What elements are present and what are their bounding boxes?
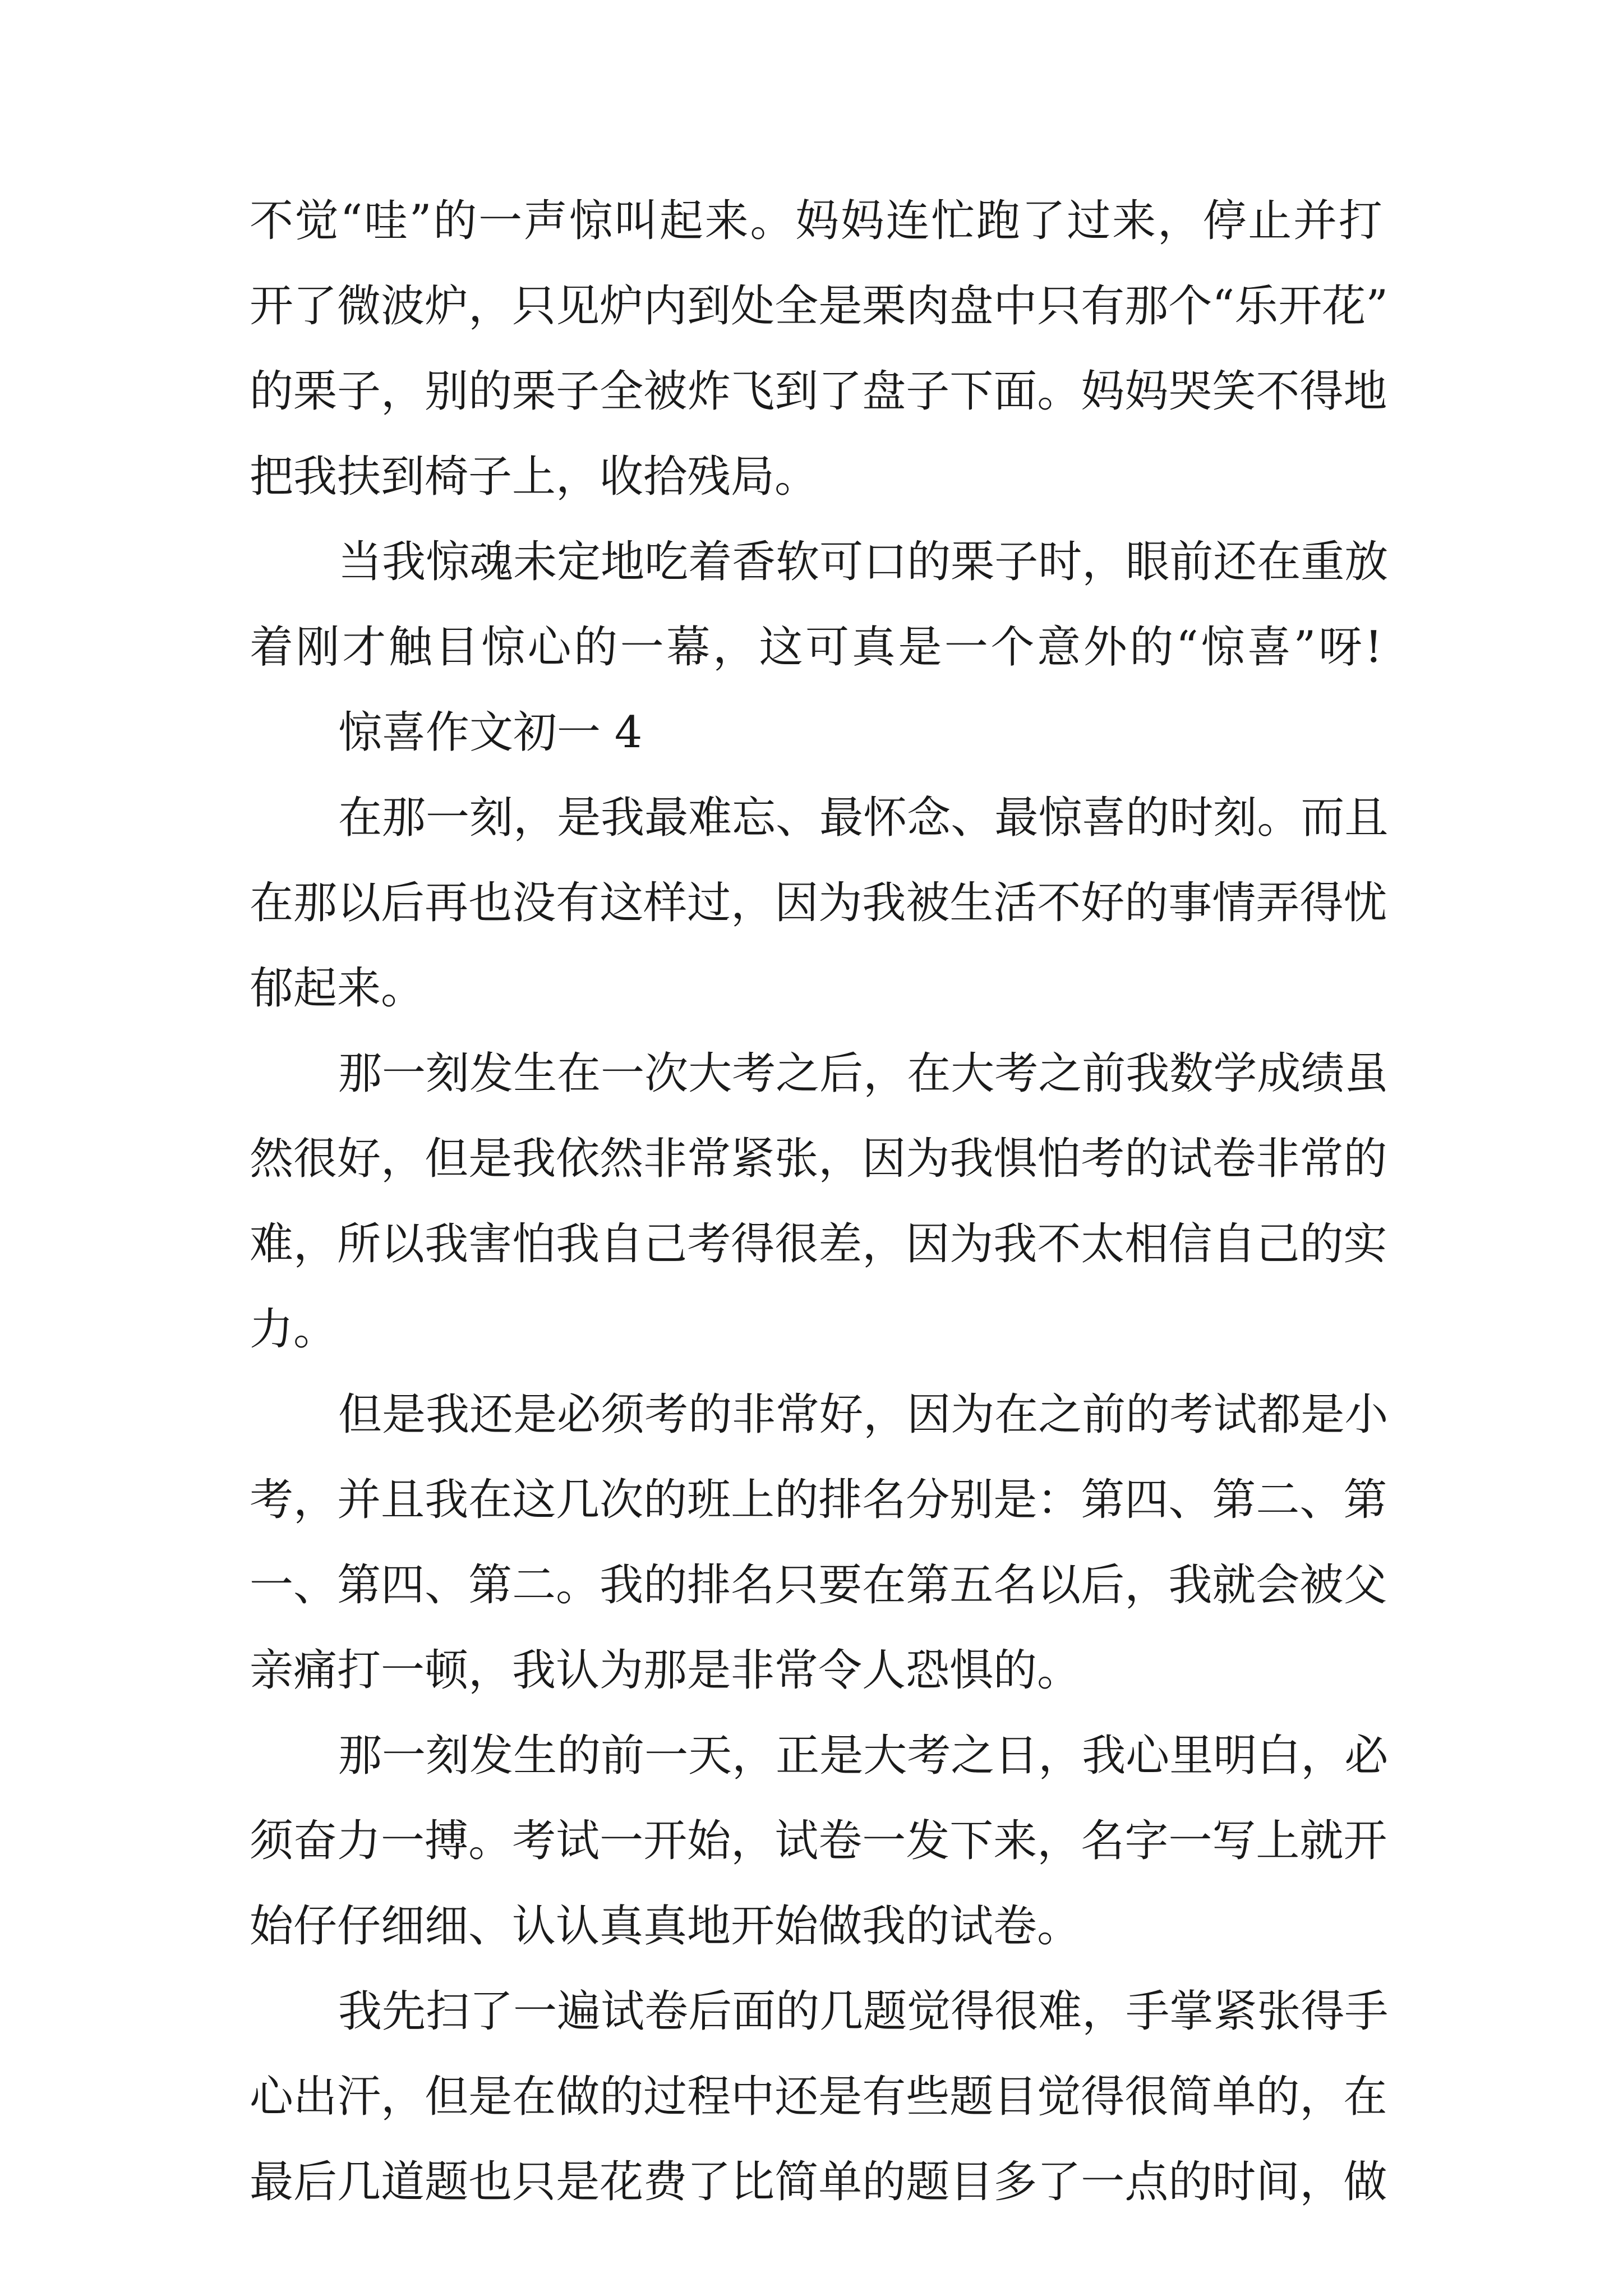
text-line: 力。 xyxy=(250,1304,338,1355)
text-line: 郁起来。 xyxy=(250,963,425,1014)
document-body xyxy=(250,178,1389,2225)
text-line: 着 刚 才 触 目 惊 心 的 一 幕 ， 这 可 真 是 一 个 意 外 的 “ 惊 喜 ” 呀 ! xyxy=(250,622,1382,673)
text-line: 不 觉 “ 哇 ” 的 一 声 惊 叫 起 来 。 妈 妈 连 忙 跑 了 过 来 ， 停 止 并 打 xyxy=(250,196,1382,246)
text-line: 心 出 汗 ， 但 是 在 做 的 过 程 中 还 是 有 些 题 目 觉 得 很 简 单 的 ， 在 xyxy=(250,2072,1387,2122)
text-line: 须 奋 力 一 搏 。 考 试 一 开 始 ， 试 卷 一 发 下 来 ， 名 字 一 写 上 就 开 xyxy=(250,1816,1387,1866)
text-line: 考 ， 并 且 我 在 这 几 次 的 班 上 的 排 名 分 别 是 ： 第 四 、 第 二 、 第 xyxy=(250,1475,1387,1525)
text-line: 在 那 以 后 再 也 没 有 这 样 过 ， 因 为 我 被 生 活 不 好 的 事 情 弄 得 忧 xyxy=(250,878,1387,928)
text-line: 最 后 几 道 题 也 只 是 花 费 了 比 简 单 的 题 目 多 了 一 点 的 时 间 ， 做 xyxy=(250,2157,1387,2207)
text-line: 开 了 微 波 炉 ， 只 见 炉 内 到 处 全 是 栗 肉 盘 中 只 有 那 个 “ 乐 开 花 ” xyxy=(250,281,1389,332)
text-line: 的 栗 子 ， 别 的 栗 子 全 被 炸 飞 到 了 盘 子 下 面 。 妈 妈 哭 笑 不 得 地 xyxy=(250,366,1387,417)
text-line: 当 我 惊 魂 未 定 地 吃 着 香 软 可 口 的 栗 子 时 ， 眼 前 还 在 重 放 xyxy=(338,537,1389,587)
text-line: 始仔仔细细、认认真真地开始做我的试卷。 xyxy=(250,1901,1081,1952)
text-line: 然 很 好 ， 但 是 我 依 然 非 常 紧 张 ， 因 为 我 惧 怕 考 的 试 卷 非 常 的 xyxy=(250,1134,1387,1184)
text-line: 但 是 我 还 是 必 须 考 的 非 常 好 ， 因 为 在 之 前 的 考 试 都 是 小 xyxy=(338,1389,1389,1440)
section-heading: 惊喜作文初一 4 xyxy=(338,707,643,758)
text-line: 把我扶到椅子上，收拾残局。 xyxy=(250,452,819,502)
text-line: 一 、 第 四 、 第 二 。 我 的 排 名 只 要 在 第 五 名 以 后 ， 我 就 会 被 父 xyxy=(250,1560,1387,1611)
text-line: 我 先 扫 了 一 遍 试 卷 后 面 的 几 题 觉 得 很 难 ， 手 掌 紧 张 得 手 xyxy=(338,1986,1389,2037)
text-line: 那 一 刻 发 生 的 前 一 天 ， 正 是 大 考 之 日 ， 我 心 里 明 白 ， 必 xyxy=(338,1731,1389,1781)
text-line: 那 一 刻 发 生 在 一 次 大 考 之 后 ， 在 大 考 之 前 我 数 学 成 绩 虽 xyxy=(338,1048,1389,1099)
text-line: 亲痛打一顿，我认为那是非常令人恐惧的。 xyxy=(250,1645,1081,1696)
text-line: 难 ， 所 以 我 害 怕 我 自 己 考 得 很 差 ， 因 为 我 不 太 相 信 自 己 的 实 xyxy=(250,1219,1387,1269)
text-line: 在 那 一 刻 ， 是 我 最 难 忘 、 最 怀 念 、 最 惊 喜 的 时 刻 。 而 且 xyxy=(338,793,1389,843)
